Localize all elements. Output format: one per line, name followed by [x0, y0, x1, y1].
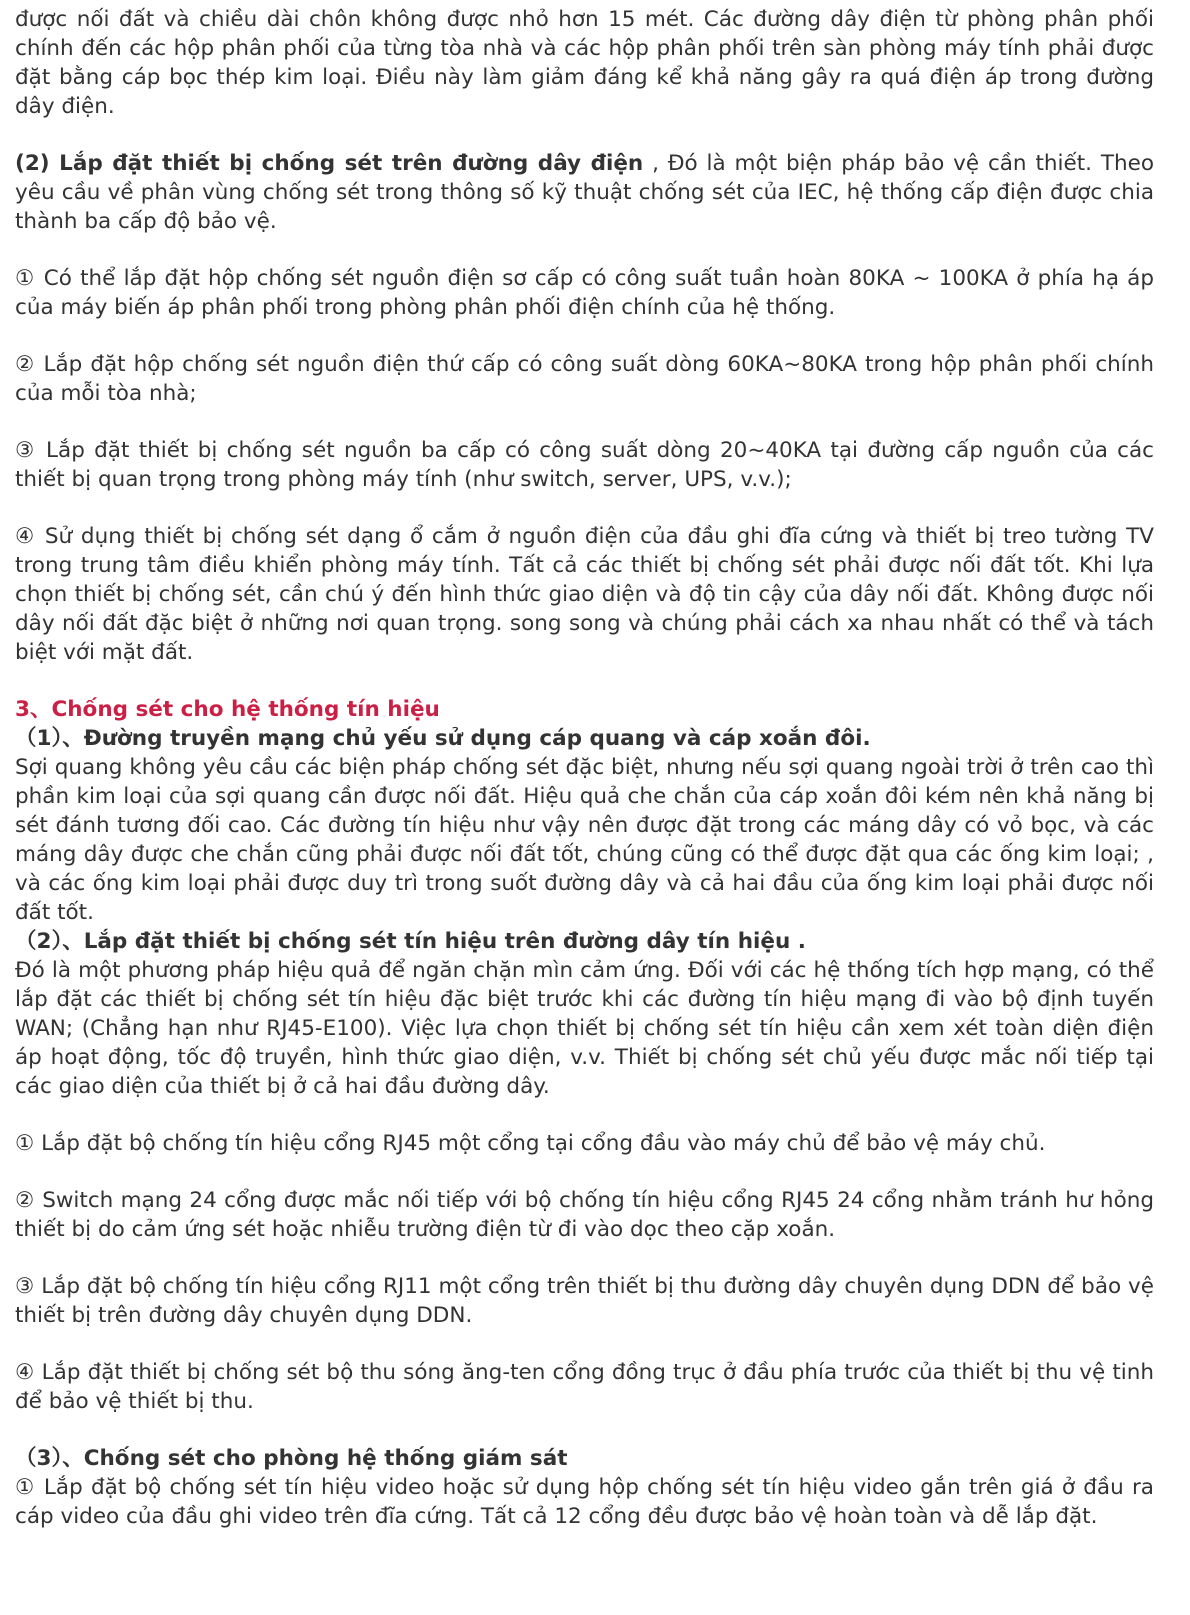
list-item-signal-2: ② Switch mạng 24 cổng được mắc nối tiếp với bộ chống tín hiệu cổng RJ45 24 cổng nhằm tránh hư hỏng thiết bị do cảm ứng sét hoặc nhiễu trường điện từ đi vào dọc theo cặp xoắn.: [15, 1188, 1154, 1242]
subsection-3-3-text: ① Lắp đặt bộ chống sét tín hiệu video hoặc sử dụng hộp chống sét tín hiệu video gắn trên giá ở đầu ra cáp video của đầu ghi video trên đĩa cứng. Tất cả 12 cổng đều được bảo vệ hoàn toàn và dễ lắp đặt.: [15, 1475, 1154, 1529]
list-item-signal-4: ④ Lắp đặt thiết bị chống sét bộ thu sóng ăng-ten cổng đồng trục ở đầu phía trước của thiết bị thu vệ tinh để bảo vệ thiết bị thu.: [15, 1360, 1154, 1414]
paragraph-power-surge-protection: [15, 149, 1154, 236]
list-item-signal-1: ① Lắp đặt bộ chống tín hiệu cổng RJ45 một cổng tại cổng đầu vào máy chủ để bảo vệ máy chủ.: [15, 1131, 1046, 1156]
subsection-3-2-heading: （2）、Lắp đặt thiết bị chống sét tín hiệu trên đường dây tín hiệu .: [15, 929, 806, 954]
power-surge-text: , Đó là một biện pháp bảo vệ cần thiết. Theo yêu cầu về phân vùng chống sét trong thông số kỹ thuật chống sét của IEC, hệ thống cấp điện được chia thành ba cấp độ bảo vệ.: [15, 151, 1154, 234]
list-item-signal-3: ③ Lắp đặt bộ chống tín hiệu cổng RJ11 một cổng trên thiết bị thu đường dây chuyên dụng DDN để bảo vệ thiết bị trên đường dây chuyên dụng DDN.: [15, 1274, 1154, 1328]
list-item-power-1: ① Có thể lắp đặt hộp chống sét nguồn điện sơ cấp có công suất tuần hoàn 80KA ~ 100KA ở phía hạ áp của máy biến áp phân phối trong phòng phân phối điện chính của hệ thống.: [15, 266, 1154, 320]
section-3-heading: 3、Chống sét cho hệ thống tín hiệu: [15, 697, 440, 722]
power-surge-heading: (2) Lắp đặt thiết bị chống sét trên đường dây điện: [15, 151, 644, 176]
subsection-3-1-text: Sợi quang không yêu cầu các biện pháp chống sét đặc biệt, nhưng nếu sợi quang ngoài trời ở trên cao thì phần kim loại của sợi quang cần được nối đất. Hiệu quả che chắn của cáp xoắn đôi kém nên khả năng bị sét đánh tương đối cao. Các đường tín hiệu như vậy nên được đặt trong các máng dây có vỏ bọc, và các máng dây được che chắn cũng phải được nối đất tốt, chúng cũng có thể được đặt qua các ống kim loại; , và các ống kim loại phải được duy trì trong suốt đường dây và cả hai đầu của ống kim loại phải được nối đất tốt.: [15, 755, 1154, 925]
subsection-3-3-heading: （3）、Chống sét cho phòng hệ thống giám sát: [15, 1446, 568, 1471]
subsection-3-1-heading: （1）、Đường truyền mạng chủ yếu sử dụng cáp quang và cáp xoắn đôi.: [15, 726, 871, 751]
paragraph-intro: được nối đất và chiều dài chôn không được nhỏ hơn 15 mét. Các đường dây điện từ phòng phân phối chính đến các hộp phân phối của từng tòa nhà và các hộp phân phối trên sàn phòng máy tính phải được đặt bằng cáp bọc thép kim loại. Điều này làm giảm đáng kể khả năng gây ra quá điện áp trong đường dây điện.: [15, 7, 1154, 119]
list-item-power-2: ② Lắp đặt hộp chống sét nguồn điện thứ cấp có công suất dòng 60KA~80KA trong hộp phân phối chính của mỗi tòa nhà;: [15, 352, 1154, 406]
list-item-power-4: ④ Sử dụng thiết bị chống sét dạng ổ cắm ở nguồn điện của đầu ghi đĩa cứng và thiết bị treo tường TV trong trung tâm điều khiển phòng máy tính. Tất cả các thiết bị chống sét phải được nối đất tốt. Khi lựa chọn thiết bị chống sét, cần chú ý đến hình thức giao diện và độ tin cậy của dây nối đất. Không được nối dây nối đất đặc biệt ở những nơi quan trọng. song song và chúng phải cách xa nhau nhất có thể và tách biệt với mặt đất.: [15, 524, 1154, 665]
subsection-3-2-text: Đó là một phương pháp hiệu quả để ngăn chặn mìn cảm ứng. Đối với các hệ thống tích hợp mạng, có thể lắp đặt các thiết bị chống sét tín hiệu đặc biệt trước khi các đường tín hiệu mạng đi vào bộ định tuyến WAN; (Chẳng hạn như RJ45-E100). Việc lựa chọn thiết bị chống sét tín hiệu cần xem xét toàn diện điện áp hoạt động, tốc độ truyền, hình thức giao diện, v.v. Thiết bị chống sét chủ yếu được mắc nối tiếp tại các giao diện của thiết bị ở cả hai đầu đường dây.: [15, 958, 1154, 1099]
list-item-power-3: ③ Lắp đặt thiết bị chống sét nguồn ba cấp có công suất dòng 20~40KA tại đường cấp nguồn của các thiết bị quan trọng trong phòng máy tính (như switch, server, UPS, v.v.);: [15, 438, 1154, 492]
